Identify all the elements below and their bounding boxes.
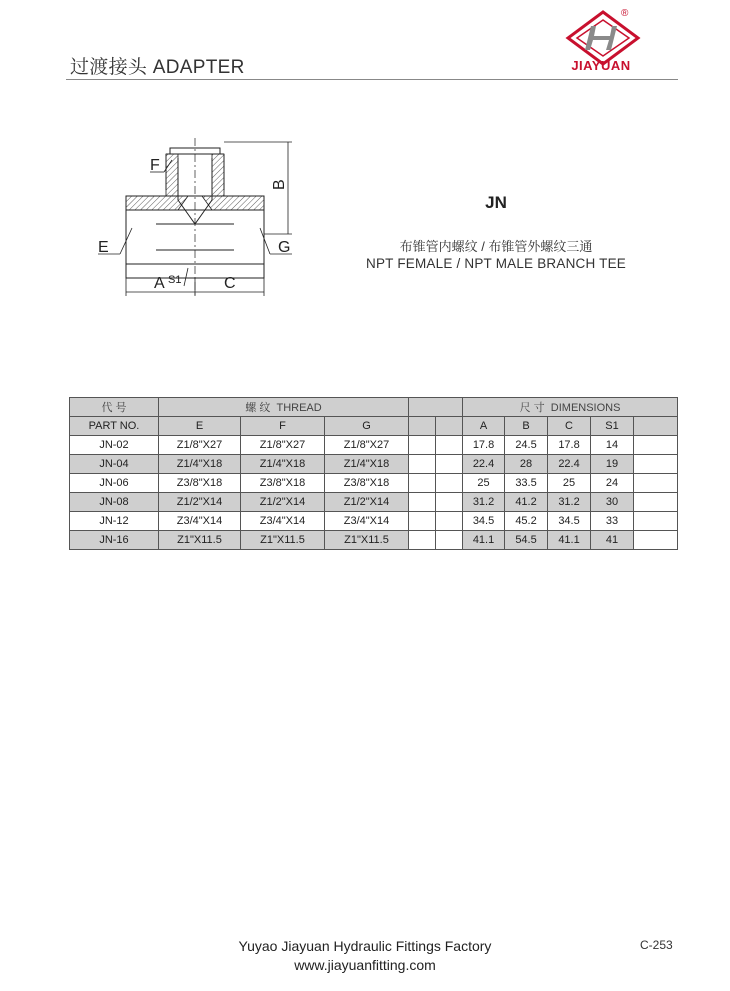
header-thread [159,398,409,417]
table-row [70,455,678,474]
dim-a-cell: 34.5 [463,512,505,531]
dim-s1-cell: 19 [591,455,634,474]
header-part-cn: 代 号 [70,398,159,417]
blank-cell [634,455,678,474]
blank-cell [409,493,436,512]
blank-cell [409,512,436,531]
header-c: C [548,417,591,436]
page-title: 过渡接头 ADAPTER [70,57,245,78]
label-s1: S1 [168,274,182,286]
thread-g-cell: Z1/4"X18 [325,455,409,474]
table-header-row-1 [70,398,678,417]
thread-f-cell: Z1/2"X14 [241,493,325,512]
blank-cell [409,455,436,474]
dim-a-cell: 25 [463,474,505,493]
header-dim-cn: 尺 寸 [519,402,545,414]
dim-c-cell: 31.2 [548,493,591,512]
thread-e-cell: Z3/4"X14 [159,512,241,531]
thread-f-cell: Z1/8"X27 [241,436,325,455]
dim-c-cell: 25 [548,474,591,493]
registered-mark: ® [621,8,629,19]
dim-s1-cell: 24 [591,474,634,493]
dim-c-cell: 34.5 [548,512,591,531]
dim-a-cell: 17.8 [463,436,505,455]
table-row [70,531,678,550]
header-f: F [241,417,325,436]
blank-cell [409,436,436,455]
header-e: E [159,417,241,436]
blank-cell [634,493,678,512]
header-g: G [325,417,409,436]
footer-company: Yuyao Jiayuan Hydraulic Fittings Factory [238,938,492,954]
dim-a-cell: 22.4 [463,455,505,474]
dim-b-cell: 54.5 [505,531,548,550]
part-no-cell: JN-08 [70,493,159,512]
part-no-cell: JN-02 [70,436,159,455]
part-no-cell: JN-16 [70,531,159,550]
label-g: G [278,239,291,256]
table-body [70,436,678,550]
header-dimensions [463,398,678,417]
header-s1: S1 [591,417,634,436]
header-divider [66,79,678,80]
dim-b-cell: 33.5 [505,474,548,493]
header-thread-en: THREAD [276,402,322,414]
blank-cell [436,512,463,531]
tee-cross-section-drawing [92,128,302,300]
product-code: JN [485,193,507,212]
thread-f-cell: Z3/4"X14 [241,512,325,531]
thread-g-cell: Z1"X11.5 [325,531,409,550]
table-row [70,493,678,512]
part-no-cell: JN-04 [70,455,159,474]
thread-e-cell: Z1"X11.5 [159,531,241,550]
label-c: C [224,275,236,292]
header-blank-cell [409,417,436,436]
label-b: B [271,179,288,190]
footer-website[interactable]: www.jiayuanfitting.com [294,957,436,973]
thread-f-cell: Z1/4"X18 [241,455,325,474]
table-header-row-2 [70,417,678,436]
blank-cell [436,531,463,550]
table-row [70,474,678,493]
blank-cell [634,474,678,493]
header-part-no: PART NO. [70,417,159,436]
dim-b-cell: 24.5 [505,436,548,455]
blank-cell [634,512,678,531]
dim-s1-cell: 41 [591,531,634,550]
blank-cell [436,455,463,474]
thread-g-cell: Z1/2"X14 [325,493,409,512]
blank-cell [409,531,436,550]
product-description-cn: 布锥管内螺纹 / 布锥管外螺纹三通 [399,239,593,254]
dim-c-cell: 17.8 [548,436,591,455]
dim-b-cell: 41.2 [505,493,548,512]
page-number: C-253 [640,938,673,952]
part-no-cell: JN-06 [70,474,159,493]
dim-c-cell: 41.1 [548,531,591,550]
label-a: A [154,275,165,292]
label-e: E [98,239,109,256]
blank-cell [436,474,463,493]
blank-cell [634,436,678,455]
spec-table [69,397,678,550]
brand-name: JIAYUAN [571,58,631,73]
product-description-en: NPT FEMALE / NPT MALE BRANCH TEE [366,256,626,271]
label-f: F [150,157,160,174]
thread-f-cell: Z1"X11.5 [241,531,325,550]
dim-b-cell: 28 [505,455,548,474]
dim-a-cell: 31.2 [463,493,505,512]
blank-cell [436,493,463,512]
header-a: A [463,417,505,436]
thread-e-cell: Z1/4"X18 [159,455,241,474]
dim-b-cell: 45.2 [505,512,548,531]
part-no-cell: JN-12 [70,512,159,531]
blank-cell [409,474,436,493]
header-b: B [505,417,548,436]
header-thread-cn: 螺 纹 [245,402,271,414]
table-row [70,436,678,455]
header-blank [409,398,463,417]
header-blank-cell [436,417,463,436]
thread-e-cell: Z1/2"X14 [159,493,241,512]
thread-g-cell: Z3/8"X18 [325,474,409,493]
thread-e-cell: Z1/8"X27 [159,436,241,455]
dim-c-cell: 22.4 [548,455,591,474]
thread-f-cell: Z3/8"X18 [241,474,325,493]
dim-a-cell: 41.1 [463,531,505,550]
dim-s1-cell: 33 [591,512,634,531]
table-row [70,512,678,531]
blank-cell [436,436,463,455]
thread-g-cell: Z1/8"X27 [325,436,409,455]
thread-g-cell: Z3/4"X14 [325,512,409,531]
dim-s1-cell: 30 [591,493,634,512]
header-blank-cell [634,417,678,436]
thread-e-cell: Z3/8"X18 [159,474,241,493]
header-dim-en: DIMENSIONS [550,402,621,414]
blank-cell [634,531,678,550]
dim-s1-cell: 14 [591,436,634,455]
